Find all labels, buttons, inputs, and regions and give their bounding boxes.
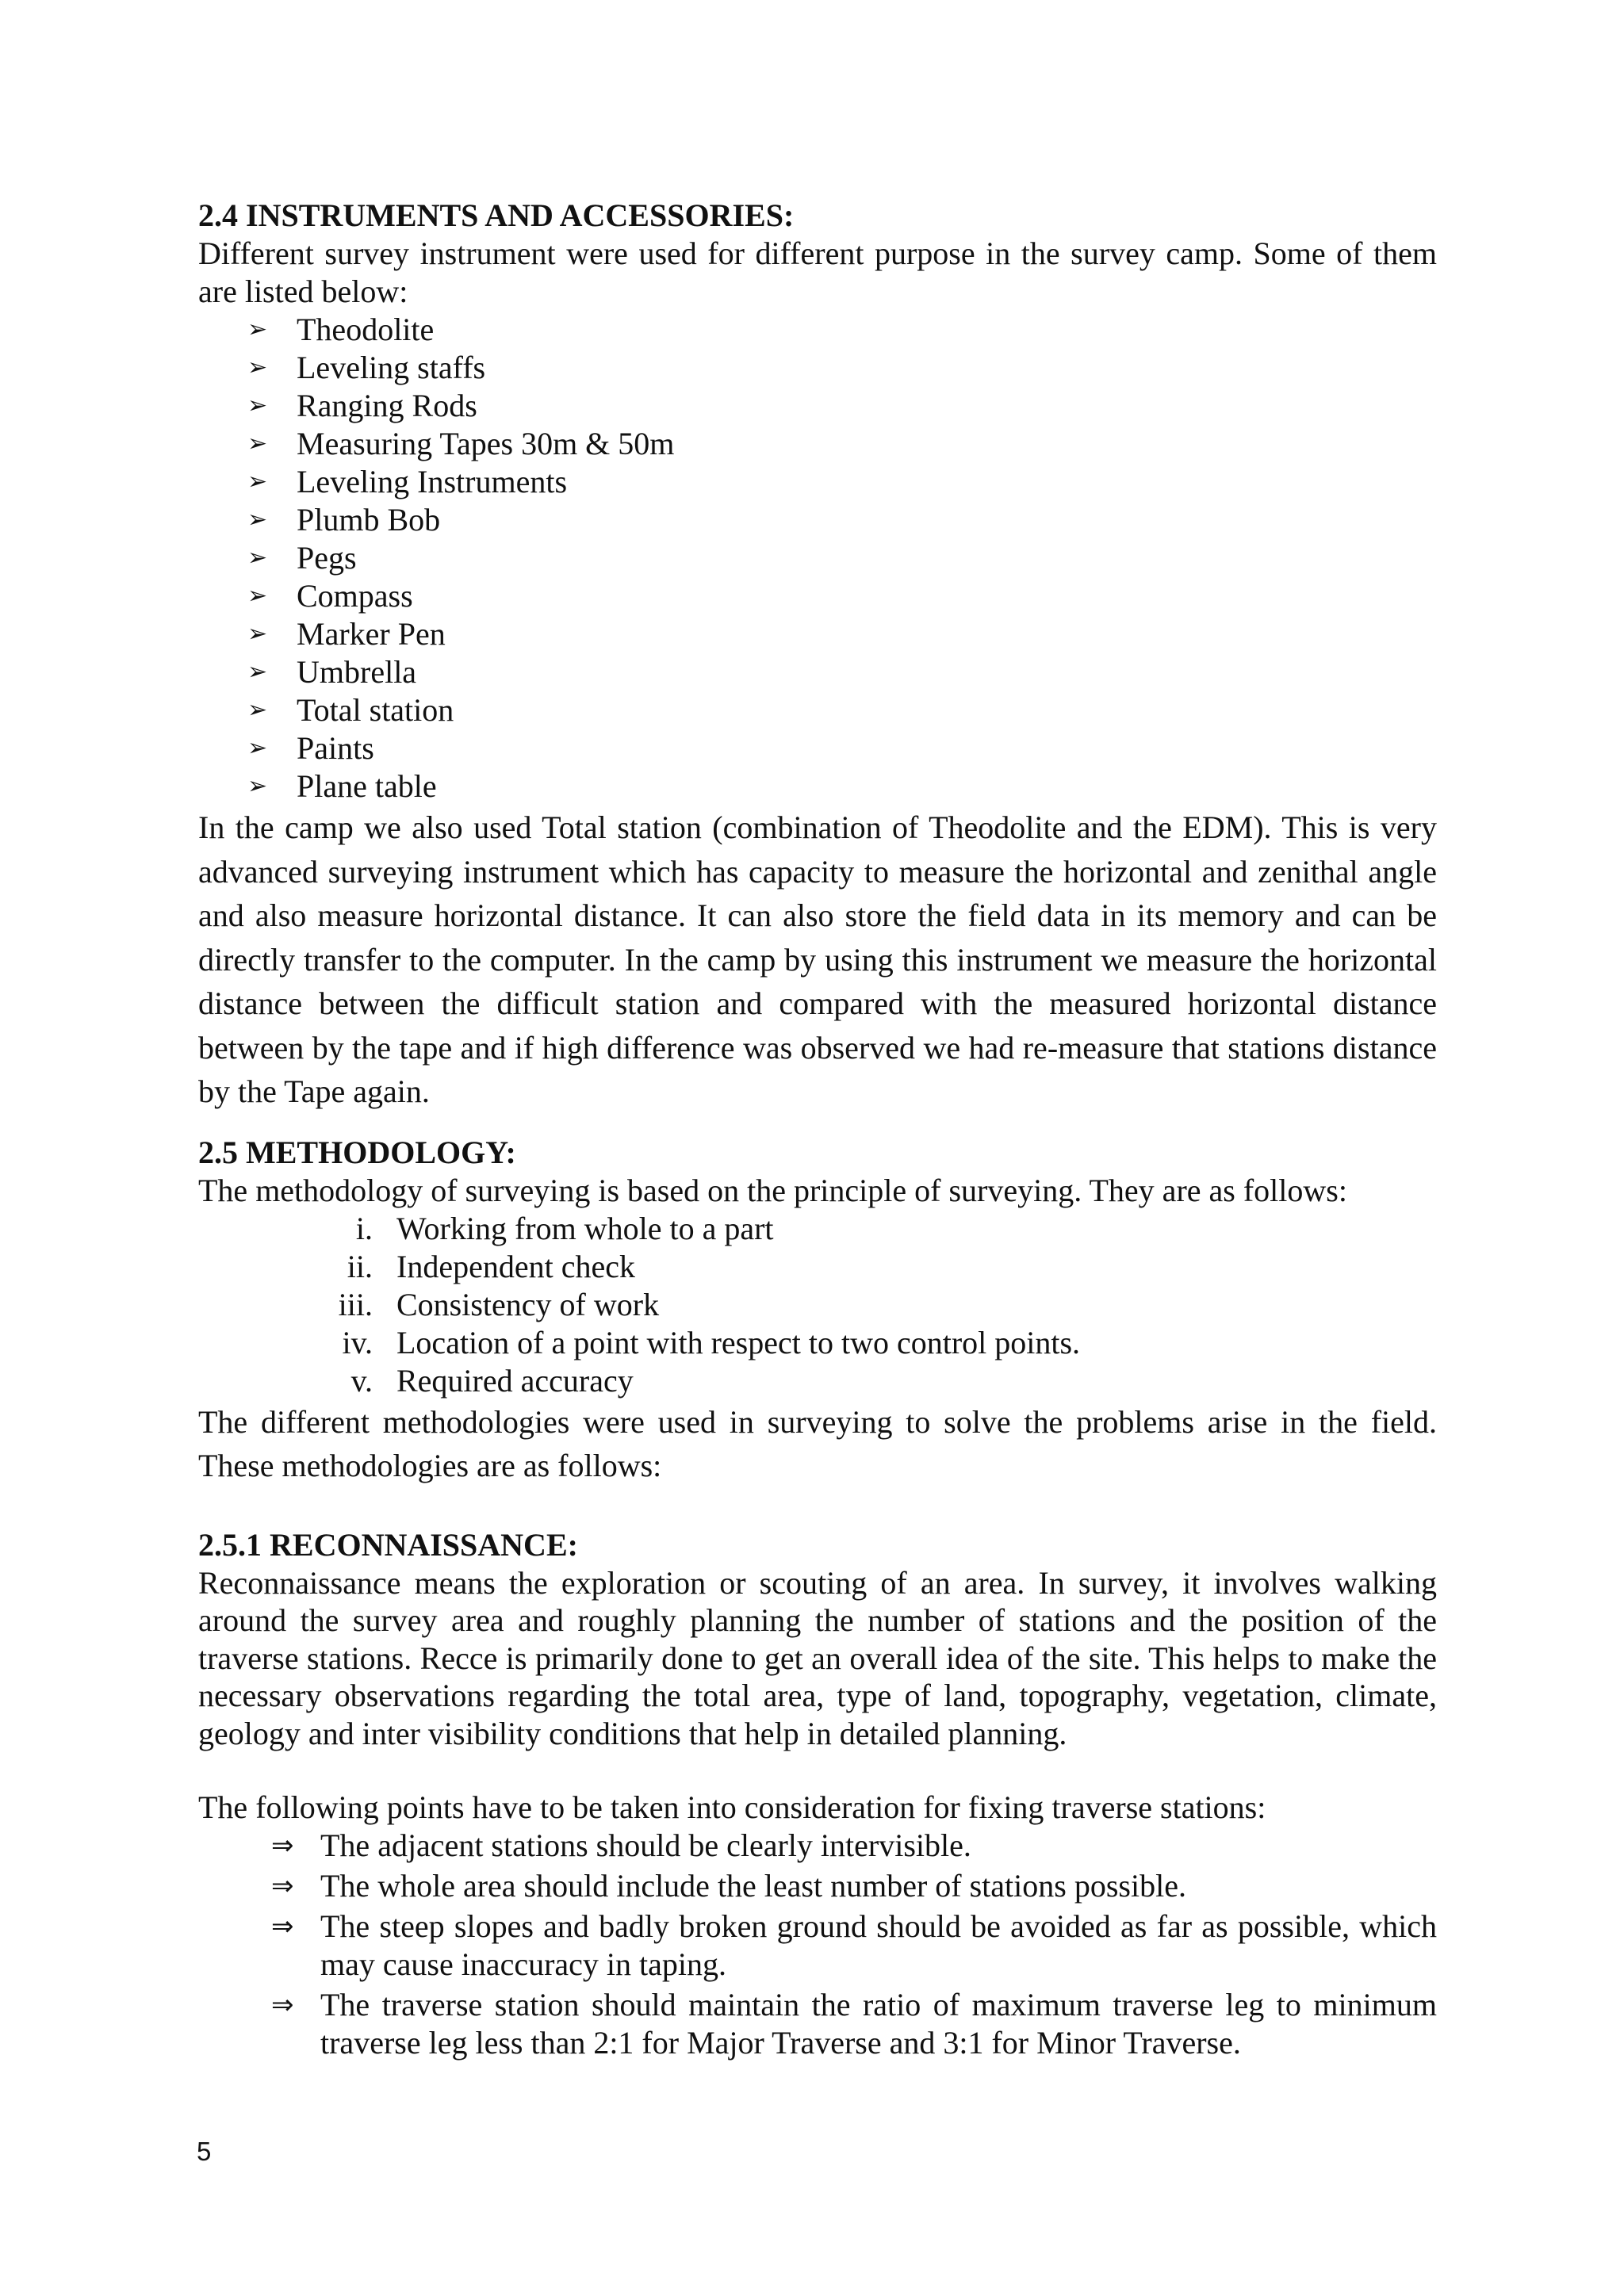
arrowhead-bullet-icon: ➢: [247, 696, 268, 724]
arrowhead-bullet-icon: ➢: [247, 734, 268, 762]
list-item: ⇒ The steep slopes and badly broken ground should be avoided as far as possible, which may cause inaccuracy in taping.: [271, 1908, 1437, 1982]
arrowhead-bullet-icon: ➢: [247, 658, 268, 686]
list-item: ➢ Plane table: [247, 768, 437, 804]
list-item: ➢ Plumb Bob: [247, 502, 441, 538]
list-item: ➢ Theodolite: [247, 312, 435, 347]
arrowhead-bullet-icon: ➢: [247, 468, 268, 496]
spacer: [198, 1752, 1437, 1789]
list-item: ➢ Ranging Rods: [247, 388, 477, 423]
list-item: ii. Independent check: [347, 1248, 635, 1284]
traverse-points-list: [198, 1827, 1437, 2062]
arrowhead-bullet-icon: ➢: [247, 316, 268, 343]
arrowhead-bullet-icon: ➢: [247, 392, 268, 419]
list-item: ➢ Leveling staffs: [247, 350, 486, 385]
arrowhead-bullet-icon: ➢: [247, 430, 268, 457]
list-item: ⇒ The whole area should include the least number of stations possible.: [271, 1868, 1186, 1904]
list-item: ➢ Compass: [247, 578, 413, 614]
list-item: ➢ Pegs: [247, 540, 357, 576]
double-arrow-bullet-icon: ⇒: [271, 1870, 294, 1902]
section-heading-methodology: 2.5 METHODOLOGY:: [198, 1134, 516, 1170]
list-item: ➢ Leveling Instruments: [247, 464, 568, 499]
list-item: iii. Consistency of work: [338, 1286, 660, 1322]
instruments-intro: Different survey instrument were used for different purpose in the survey camp. Some of them are listed below:: [198, 235, 1437, 309]
list-item: ➢ Marker Pen: [247, 616, 446, 652]
points-intro: The following points have to be taken into consideration for fixing traverse stations:: [198, 1789, 1266, 1825]
list-item: v. Required accuracy: [350, 1362, 634, 1399]
list-item: ➢ Measuring Tapes 30m & 50m: [247, 426, 675, 461]
principles-list: [198, 1210, 1437, 1400]
list-item: ➢ Paints: [247, 730, 374, 766]
total-station-paragraph: In the camp we also used Total station (combination of Theodolite and the EDM). This is very advanced surveying instrument which has capacity to measure the horizontal and zenithal angle and also measure horizontal distance. It can also store the field data in its memory and can be directly transfer to the computer. In the camp by using this instrument we measure the horizontal distance between the difficult station and compared with the measured horizontal distance between by the tape and if high difference was observed we had re-measure that stations distance by the Tape again.: [198, 809, 1437, 1109]
section-heading-instruments: 2.4 INSTRUMENTS AND ACCESSORIES:: [198, 197, 795, 233]
arrowhead-bullet-icon: ➢: [247, 620, 268, 648]
methodology-intro: The methodology of surveying is based on the principle of surveying. They are as follows:: [198, 1172, 1347, 1208]
arrowhead-bullet-icon: ➢: [247, 506, 268, 534]
section-heading-reconnaissance: 2.5.1 RECONNAISSANCE:: [198, 1526, 578, 1563]
list-item: iv. Location of a point with respect to two control points.: [342, 1324, 1081, 1360]
page-content: [198, 197, 1437, 2064]
double-arrow-bullet-icon: ⇒: [271, 1830, 294, 1862]
list-item: ⇒ The adjacent stations should be clearly intervisible.: [271, 1827, 971, 1863]
spacer: [198, 1488, 1437, 1526]
reconnaissance-paragraph: Reconnaissance means the exploration or scouting of an area. In survey, it involves walking around the survey area and roughly planning the number of stations and the position of the traverse stations. Recce is primarily done to get an overall idea of the site. This helps to make the necessary observations regarding the total area, type of land, topography, vegetation, climate, geology and inter visibility conditions that help in detailed planning.: [198, 1564, 1437, 1751]
double-arrow-bullet-icon: ⇒: [271, 1989, 294, 2021]
list-item: i. Working from whole to a part: [355, 1210, 774, 1246]
list-item: ➢ Total station: [247, 692, 454, 728]
list-item: ➢ Umbrella: [247, 654, 417, 690]
page-number: 5: [197, 2137, 212, 2166]
arrowhead-bullet-icon: ➢: [247, 354, 268, 381]
arrowhead-bullet-icon: ➢: [247, 544, 268, 572]
list-item: ⇒ The traverse station should maintain the ratio of maximum traverse leg to minimum traverse leg less than 2:1 for Major Traverse and 3:1 for Minor Traverse.: [271, 1987, 1437, 2061]
spacer: [198, 1114, 1437, 1134]
arrowhead-bullet-icon: ➢: [247, 582, 268, 610]
methodology-closing: The different methodologies were used in surveying to solve the problems arise in the field. These methodologies are as follows:: [198, 1403, 1437, 1483]
arrowhead-bullet-icon: ➢: [247, 772, 268, 800]
instruments-list: [198, 311, 1437, 806]
double-arrow-bullet-icon: ⇒: [271, 1911, 294, 1942]
